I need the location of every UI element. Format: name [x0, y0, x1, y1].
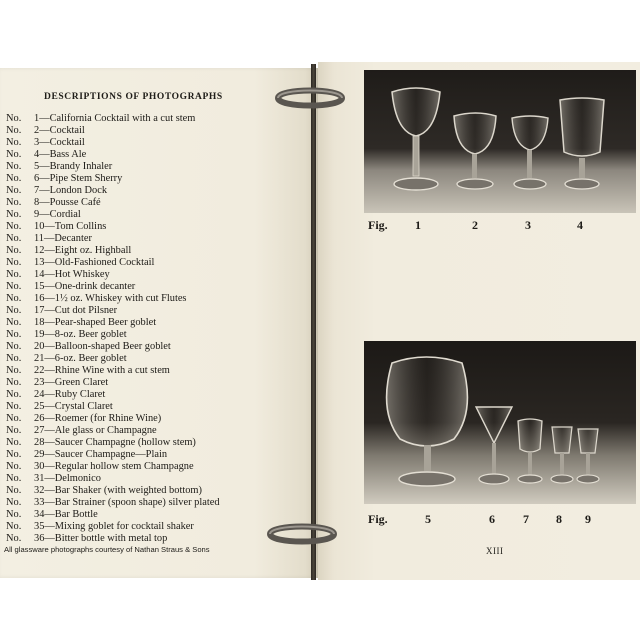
- item-dash: —: [44, 365, 55, 376]
- item-number: 33: [34, 497, 45, 508]
- item-number: 25: [34, 401, 45, 412]
- item-description: Green Claret: [54, 377, 109, 388]
- item-description: Hot Whiskey: [54, 269, 110, 280]
- list-item: [6, 113, 306, 125]
- item-dash: —: [39, 209, 50, 220]
- item-number: 34: [34, 509, 45, 520]
- item-prefix: No.: [6, 269, 22, 280]
- item-prefix: No.: [6, 353, 22, 364]
- list-item: [6, 473, 306, 485]
- item-description: Mixing goblet for cocktail shaker: [54, 521, 194, 532]
- list-item: [6, 425, 306, 437]
- item-number: 20: [34, 341, 45, 352]
- item-number: 19: [34, 329, 45, 340]
- list-item: [6, 173, 306, 185]
- list-item: [6, 209, 306, 221]
- item-dash: —: [39, 185, 50, 196]
- item-description: One-drink decanter: [54, 281, 136, 292]
- list-item: [6, 149, 306, 161]
- photo-credit: All glassware photographs courtesy of Nathan Straus & Sons: [4, 545, 210, 554]
- item-dash: —: [44, 317, 55, 328]
- list-item: [6, 161, 306, 173]
- item-prefix: No.: [6, 281, 22, 292]
- list-item: [6, 329, 306, 341]
- item-prefix: No.: [6, 125, 22, 136]
- figure-number-5: 5: [425, 512, 431, 526]
- item-dash: —: [44, 533, 55, 544]
- item-dash: —: [44, 521, 55, 532]
- list-item: [6, 221, 306, 233]
- list-item: [6, 137, 306, 149]
- item-description: Pear-shaped Beer goblet: [54, 317, 157, 328]
- item-dash: —: [44, 245, 55, 256]
- list-item: [6, 305, 306, 317]
- item-prefix: No.: [6, 461, 22, 472]
- item-number: 11: [34, 233, 45, 244]
- item-number: 1: [34, 113, 40, 124]
- item-description: Bar Strainer (spoon shape) silver plated: [54, 497, 220, 508]
- page-heading: DESCRIPTIONS OF PHOTOGRAPHS: [44, 92, 223, 102]
- item-number: 10: [34, 221, 45, 232]
- item-description: Tom Collins: [54, 221, 107, 232]
- item-number: 16: [34, 293, 45, 304]
- item-prefix: No.: [6, 221, 22, 232]
- item-prefix: No.: [6, 245, 22, 256]
- list-item: [6, 281, 306, 293]
- list-item: [6, 389, 306, 401]
- item-description: Bar Bottle: [54, 509, 98, 520]
- item-description: Roemer (for Rhine Wine): [54, 413, 162, 424]
- item-dash: —: [44, 425, 55, 436]
- item-number: 36: [34, 533, 45, 544]
- item-description: Delmonico: [54, 473, 101, 484]
- item-prefix: No.: [6, 293, 22, 304]
- item-prefix: No.: [6, 509, 22, 520]
- item-number: 2: [34, 125, 40, 136]
- figure-number-1: 1: [415, 218, 421, 232]
- item-prefix: No.: [6, 497, 22, 508]
- item-number: 29: [34, 449, 45, 460]
- item-description: Bitter bottle with metal top: [54, 533, 168, 544]
- list-item: [6, 509, 306, 521]
- item-dash: —: [44, 473, 55, 484]
- item-description: Bar Shaker (with weighted bottom): [54, 485, 202, 496]
- item-number: 21: [34, 353, 45, 364]
- item-description: Pipe Stem Sherry: [49, 173, 123, 184]
- item-dash: —: [39, 113, 50, 124]
- item-prefix: No.: [6, 533, 22, 544]
- item-number: 7: [34, 185, 40, 196]
- item-description: Regular hollow stem Champagne: [54, 461, 194, 472]
- item-number: 3: [34, 137, 40, 148]
- item-dash: —: [44, 509, 55, 520]
- item-description: London Dock: [49, 185, 108, 196]
- glassware-photo-top: [364, 70, 636, 213]
- item-dash: —: [39, 197, 50, 208]
- item-number: 22: [34, 365, 45, 376]
- item-dash: —: [44, 437, 55, 448]
- item-prefix: No.: [6, 449, 22, 460]
- list-item: [6, 125, 306, 137]
- item-prefix: No.: [6, 233, 22, 244]
- item-prefix: No.: [6, 197, 22, 208]
- item-prefix: No.: [6, 137, 22, 148]
- item-number: 27: [34, 425, 45, 436]
- list-item: [6, 365, 306, 377]
- item-dash: —: [44, 233, 55, 244]
- item-description: Balloon-shaped Beer goblet: [54, 341, 171, 352]
- item-description: Crystal Claret: [54, 401, 113, 412]
- item-number: 32: [34, 485, 45, 496]
- item-description: Cordial: [49, 209, 81, 220]
- glassware-photo-bottom: [364, 341, 636, 504]
- list-item: [6, 377, 306, 389]
- item-dash: —: [39, 125, 50, 136]
- item-prefix: No.: [6, 329, 22, 340]
- page-number: XIII: [486, 546, 504, 556]
- item-description: Eight oz. Highball: [54, 245, 132, 256]
- item-description: Bass Ale: [49, 149, 87, 160]
- list-item: [6, 317, 306, 329]
- item-dash: —: [44, 221, 55, 232]
- figure-number-3: 3: [525, 218, 531, 232]
- list-item: [6, 269, 306, 281]
- item-description: California Cocktail with a cut stem: [49, 113, 196, 124]
- item-dash: —: [44, 461, 55, 472]
- item-number: 5: [34, 161, 40, 172]
- list-item: [6, 185, 306, 197]
- figure-number-2: 2: [472, 218, 478, 232]
- item-prefix: No.: [6, 401, 22, 412]
- item-number: 8: [34, 197, 40, 208]
- item-prefix: No.: [6, 173, 22, 184]
- list-item: [6, 533, 306, 545]
- list-item: [6, 413, 306, 425]
- item-dash: —: [44, 281, 55, 292]
- item-prefix: No.: [6, 377, 22, 388]
- item-prefix: No.: [6, 305, 22, 316]
- item-number: 35: [34, 521, 45, 532]
- item-dash: —: [44, 377, 55, 388]
- item-prefix: No.: [6, 149, 22, 160]
- item-number: 13: [34, 257, 45, 268]
- list-item: [6, 401, 306, 413]
- item-description: Rhine Wine with a cut stem: [54, 365, 170, 376]
- list-item: [6, 197, 306, 209]
- item-description: Ale glass or Champagne: [54, 425, 157, 436]
- item-prefix: No.: [6, 185, 22, 196]
- figure-label-bottom: Fig.: [368, 512, 388, 526]
- item-number: 4: [34, 149, 40, 160]
- item-dash: —: [44, 329, 55, 340]
- figure-label-top: Fig.: [368, 218, 388, 232]
- item-description: Brandy Inhaler: [49, 161, 113, 172]
- item-number: 18: [34, 317, 45, 328]
- item-dash: —: [44, 341, 55, 352]
- item-prefix: No.: [6, 437, 22, 448]
- figure-number-4: 4: [577, 218, 583, 232]
- item-prefix: No.: [6, 413, 22, 424]
- list-item: [6, 497, 306, 509]
- list-item: [6, 293, 306, 305]
- item-dash: —: [44, 485, 55, 496]
- item-prefix: No.: [6, 473, 22, 484]
- item-number: 30: [34, 461, 45, 472]
- item-dash: —: [44, 293, 55, 304]
- binding-ring-top-icon: [270, 84, 350, 112]
- item-dash: —: [44, 257, 55, 268]
- item-number: 14: [34, 269, 45, 280]
- item-prefix: No.: [6, 341, 22, 352]
- item-dash: —: [44, 305, 55, 316]
- item-description: Saucer Champagne (hollow stem): [54, 437, 196, 448]
- item-description: Cocktail: [49, 125, 85, 136]
- list-item: [6, 485, 306, 497]
- figure-number-9: 9: [585, 512, 591, 526]
- item-description: Old-Fashioned Cocktail: [54, 257, 155, 268]
- item-description: 1½ oz. Whiskey with cut Flutes: [54, 293, 187, 304]
- item-prefix: No.: [6, 485, 22, 496]
- item-description: Pousse Café: [49, 197, 101, 208]
- item-number: 23: [34, 377, 45, 388]
- item-dash: —: [44, 269, 55, 280]
- item-number: 12: [34, 245, 45, 256]
- item-dash: —: [39, 137, 50, 148]
- item-description: Saucer Champagne—Plain: [54, 449, 168, 460]
- item-description: Cocktail: [49, 137, 85, 148]
- item-prefix: No.: [6, 521, 22, 532]
- item-prefix: No.: [6, 389, 22, 400]
- item-dash: —: [39, 173, 50, 184]
- item-prefix: No.: [6, 317, 22, 328]
- item-number: 9: [34, 209, 40, 220]
- item-dash: —: [44, 449, 55, 460]
- list-item: [6, 341, 306, 353]
- item-description: Decanter: [54, 233, 92, 244]
- item-number: 17: [34, 305, 45, 316]
- item-dash: —: [44, 497, 55, 508]
- binding-spine: [311, 64, 316, 580]
- item-dash: —: [44, 353, 55, 364]
- item-number: 28: [34, 437, 45, 448]
- item-number: 26: [34, 413, 45, 424]
- list-item: [6, 449, 306, 461]
- item-dash: —: [44, 413, 55, 424]
- list-item: [6, 461, 306, 473]
- list-item: [6, 437, 306, 449]
- list-item: [6, 353, 306, 365]
- item-number: 31: [34, 473, 45, 484]
- item-description: 8-oz. Beer goblet: [54, 329, 127, 340]
- list-item: [6, 233, 306, 245]
- item-prefix: No.: [6, 425, 22, 436]
- list-item: [6, 245, 306, 257]
- item-prefix: No.: [6, 161, 22, 172]
- item-dash: —: [44, 389, 55, 400]
- list-item: [6, 521, 306, 533]
- item-prefix: No.: [6, 365, 22, 376]
- description-list: [6, 113, 306, 545]
- item-dash: —: [39, 149, 50, 160]
- item-description: Cut dot Pilsner: [54, 305, 118, 316]
- list-item: [6, 257, 306, 269]
- item-dash: —: [39, 161, 50, 172]
- binding-ring-bottom-icon: [262, 520, 342, 548]
- figure-number-6: 6: [489, 512, 495, 526]
- item-description: Ruby Claret: [54, 389, 106, 400]
- item-number: 15: [34, 281, 45, 292]
- item-number: 6: [34, 173, 40, 184]
- item-prefix: No.: [6, 113, 22, 124]
- item-prefix: No.: [6, 209, 22, 220]
- item-description: 6-oz. Beer goblet: [54, 353, 127, 364]
- item-prefix: No.: [6, 257, 22, 268]
- item-dash: —: [44, 401, 55, 412]
- item-number: 24: [34, 389, 45, 400]
- figure-number-8: 8: [556, 512, 562, 526]
- figure-number-7: 7: [523, 512, 529, 526]
